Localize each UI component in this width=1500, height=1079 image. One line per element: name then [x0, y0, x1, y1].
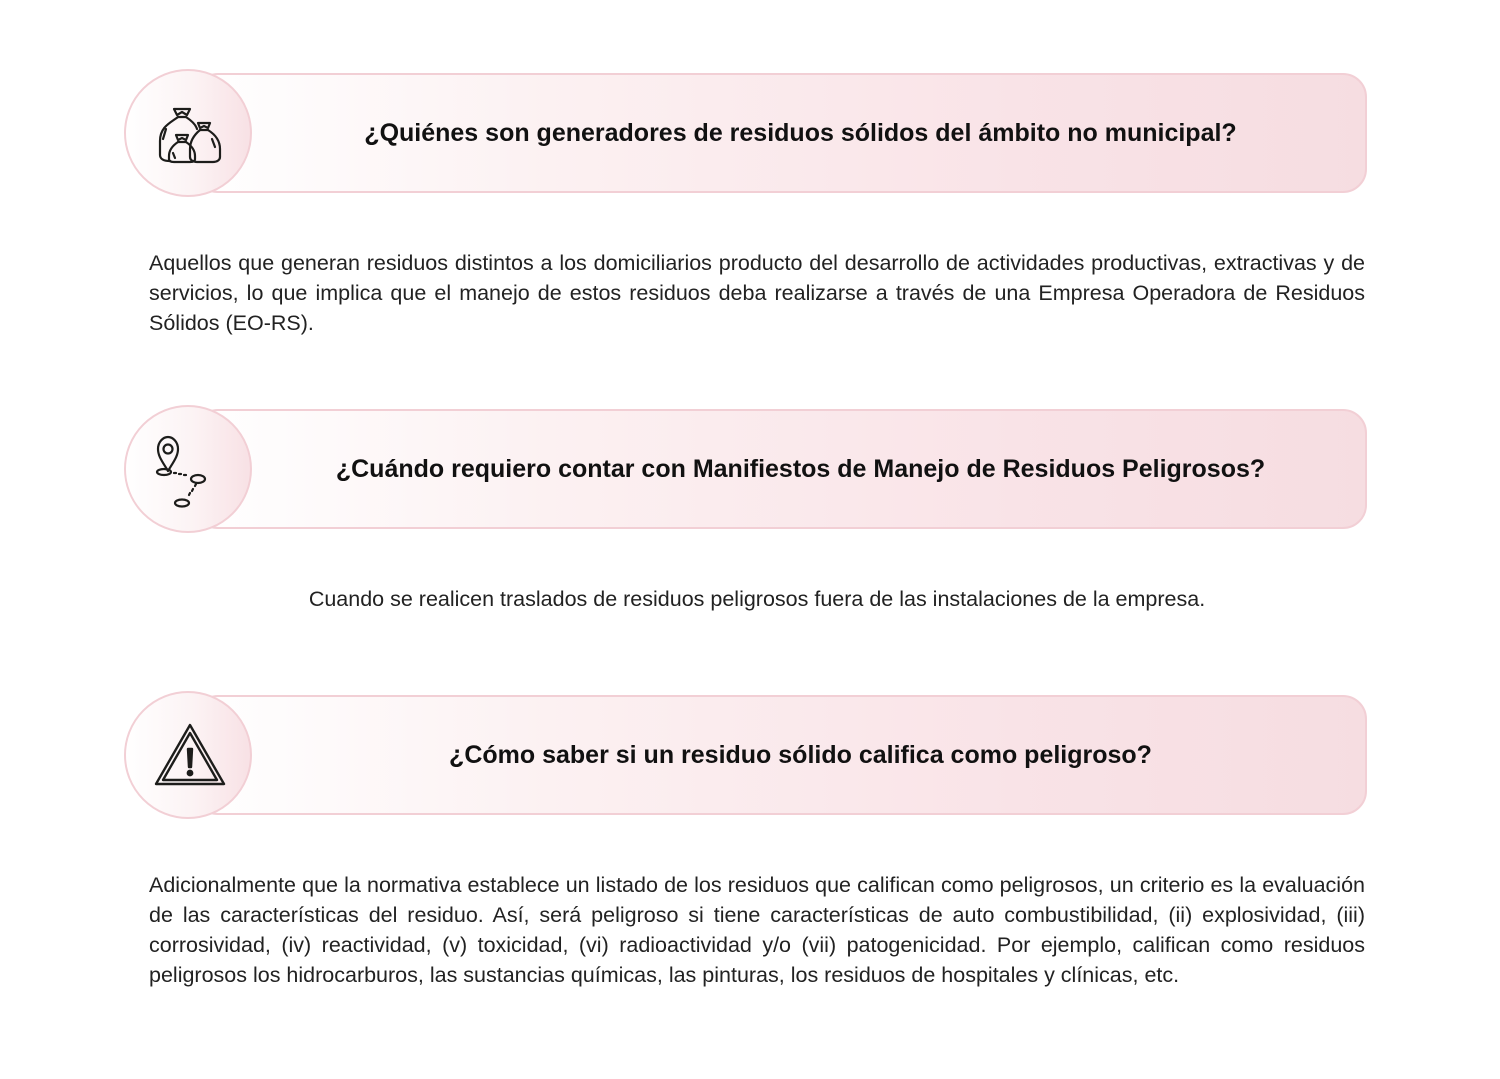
question-title: ¿Quiénes son generadores de residuos sólidos del ámbito no municipal? [364, 118, 1237, 147]
icon-badge [124, 691, 252, 819]
answer-text: Cuando se realicen traslados de residuos peligrosos fuera de las instalaciones de la empresa. [308, 587, 1206, 611]
faq-header-2 [124, 405, 1367, 533]
question-title: ¿Cómo saber si un residuo sólido califica como peligroso? [449, 740, 1152, 769]
route-pin-icon [150, 431, 230, 511]
answer-text: Adicionalmente que la normativa establece un listado de los residuos que califican como peligrosos, un criterio es la evaluación de las características del residuo. Así, será peligroso si tiene características de auto combustibilidad, (ii) explosividad, (iii) corrosividad, (iv) reactividad, (v) toxicidad, (vi) radioactividad y/o (vii) patogenicidad. Por ejemplo, califican como residuos peligrosos los hidrocarburos, las sustancias químicas, las pinturas, los residuos de hospitales y clínicas, etc. [149, 873, 1365, 987]
warning-triangle-icon [150, 717, 230, 797]
faq-header-1 [124, 69, 1367, 197]
garbage-bags-icon [150, 95, 230, 175]
answer-text: Aquellos que generan residuos distintos a los domiciliarios producto del desarrollo de actividades productivas, extractivas y de servicios, lo que implica que el manejo de estos residuos deba realizarse a través de una Empresa Operadora de Residuos Sólidos (EO-RS). [149, 251, 1365, 335]
icon-badge [124, 405, 252, 533]
question-title: ¿Cuándo requiero contar con Manifiestos de Manejo de Residuos Peligrosos? [335, 454, 1266, 483]
faq-header-3 [124, 691, 1367, 819]
icon-badge [124, 69, 252, 197]
